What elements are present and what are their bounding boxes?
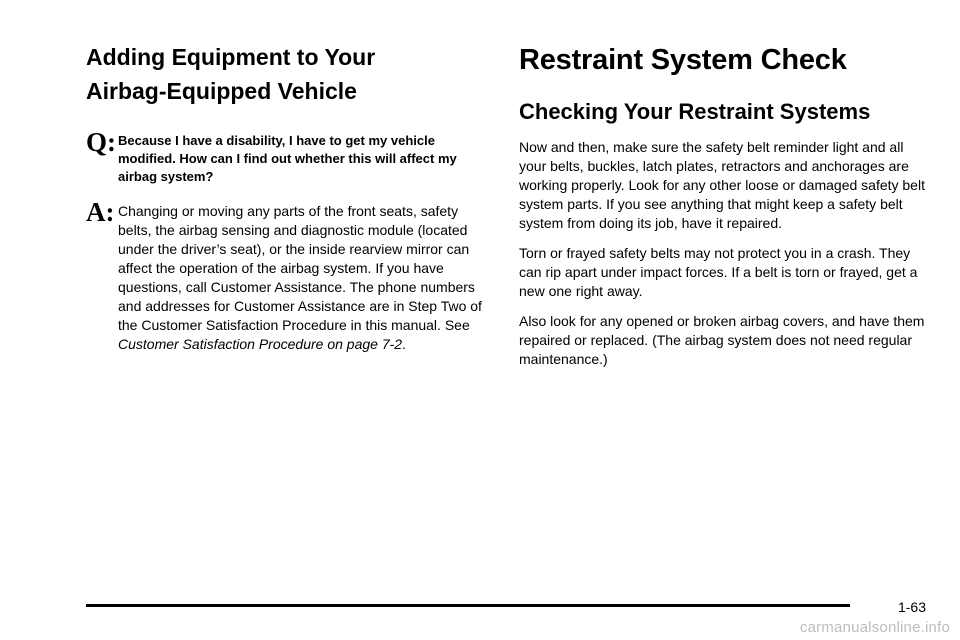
section-heading	[86, 40, 494, 108]
page-number: 1-63	[897, 599, 926, 615]
footer-divider	[86, 604, 850, 607]
left-column	[86, 40, 494, 354]
right-column	[519, 40, 929, 369]
answer-mark: A:	[86, 197, 115, 227]
paragraph-torn-belts: Torn or frayed safety belts may not protect you in a crash. They can rip apart under impact forces. If a belt is torn or frayed, get a new one right away.	[519, 245, 918, 299]
section-heading-line2: Airbag-Equipped Vehicle	[86, 78, 357, 104]
answer-block	[86, 197, 494, 354]
watermark: carmanualsonline.info	[799, 619, 950, 636]
page-reference-link[interactable]: Customer Satisfaction Procedure on page 7-2	[118, 336, 403, 352]
answer-text	[118, 202, 494, 354]
paragraph-airbag-covers: Also look for any opened or broken airbag covers, and have them repaired or replaced. (The airbag system does not need regular maintenance.)	[519, 313, 925, 367]
question-text: Because I have a disability, I have to get my vehicle modified. How can I find out whether this will affect my airbag system?	[118, 133, 457, 184]
answer-end: .	[402, 336, 406, 352]
page-title: Restraint System Check	[519, 44, 847, 76]
question-block	[86, 127, 494, 186]
answer-body: Changing or moving any parts of the front seats, safety belts, the airbag sensing and diagnostic module (located under the driver’s seat), or the inside rearview mirror can affect the operation of the airbag system. If you have questions, call Customer Assistance. The phone numbers and addresses for Customer Assistance are in Step Two of the Customer Satisfaction Procedure in this manual. See	[118, 203, 482, 333]
section-heading-line1: Adding Equipment to Your	[86, 44, 376, 70]
paragraph-reminder-check: Now and then, make sure the safety belt reminder light and all your belts, buckles, latch plates, retractors and anchorages are working properly. Look for any other loose or damaged safety belt system parts. If you see anything that might keep a safety belt system from doing its job, have it repaired.	[519, 139, 925, 231]
subsection-heading: Checking Your Restraint Systems	[519, 99, 871, 124]
question-mark: Q:	[86, 127, 116, 157]
